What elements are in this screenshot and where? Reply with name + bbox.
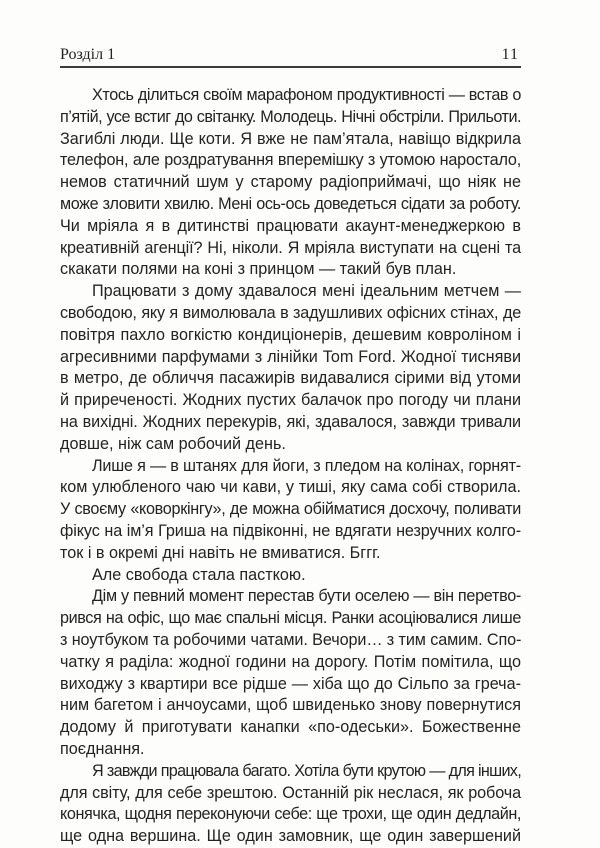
text-line: ток і в окремі дні навіть не вмиватися. Бггг. (60, 543, 381, 562)
text-line: рився на офіс, що має спальні місця. Ранки асоціювалися лише (60, 609, 521, 628)
text-line: на вихідні. Жодних перекурів, які, здавалося, завжди тривали (60, 412, 521, 431)
text-line: додому й приготувати канапки «по-одеськи». Божественне (60, 718, 521, 737)
text-line: Я завжди працювала багато. Хотіла бути крутою — для інших, (92, 761, 521, 780)
paragraph (60, 456, 521, 565)
text-line: ком улюбленого чаю чи кави, у тиші, яку сама собі створила. (60, 478, 521, 497)
text-line: й приреченості. Жодних пустих балачок про погоду чи плани (60, 391, 521, 410)
running-header (60, 46, 521, 68)
text-line: свободою, яку я вимолювала в задушливих офісних стінах, де (60, 303, 521, 322)
text-line: конячка, щодня переконуючи себе: ще трохи, ще один дедлайн, (60, 805, 521, 824)
paragraph (60, 281, 521, 455)
text-line: телефон, але роздратування вперемішку з утомою наростало, (60, 151, 521, 170)
text-line: Загиблі люди. Ще коти. Я вже не пам’ятала, навіщо відкрила (60, 129, 521, 148)
text-line: з ноутбуком та робочими чатами. Вечори… з тим самим. Спо- (60, 630, 522, 649)
text-line: немов статичний шум у старому радіоприймачі, що ніяк не (60, 173, 521, 192)
text-line: ним багетом і анчоусами, щоб швиденько знову повернутися (60, 696, 521, 715)
text-line: Чи мріяла я в дитинстві працювати акаунт-менеджеркою в (60, 216, 521, 235)
text-line: ще одна вершина. Ще один замовник, ще один завершений (60, 827, 521, 846)
text-line: скакати полями на коні з принцом — такий був план. (60, 260, 457, 279)
paragraph (60, 586, 521, 760)
text-line: для світу, для себе зрештою. Останній рік неслася, як робоча (60, 783, 521, 802)
text-line: Працювати з дому здавалося мені ідеальним метчем — (92, 282, 521, 301)
text-line: чатку я раділа: жодної години на дорогу. Потім помітила, що (60, 652, 521, 671)
text-line: Лише я — в штанях для йоги, з пледом на колінах, горнят- (92, 456, 521, 475)
paragraph (60, 565, 521, 587)
text-line: повітря пахло вогкістю кондиціонерів, дешевим ковроліном і (60, 325, 521, 344)
text-line: п’ятій, усе встиг до світанку. Молодець. Нічні обстріли. Прильоти. (60, 107, 521, 126)
text-line: виходжу з квартири все рідше — хіба що до Сільпо за греча- (60, 674, 521, 693)
text-line: Хтось ділиться своїм марафоном продуктивності — встав о (92, 86, 521, 104)
text-line: в метро, де обличчя пасажирів видавалися сірими від утоми (60, 369, 521, 388)
text-line: У своєму «коворкінгу», де можна обійматися досхочу, поливати (60, 500, 521, 519)
text-line: агресивними парфумами з лінійки Tom Ford. Жодної тисняви (60, 347, 521, 366)
text-line: може зловити хвилю. Мені ось-ось доведеться сідати за роботу. (60, 194, 521, 213)
paragraph (60, 85, 521, 281)
text-line: фікус на ім’я Гриша на підвіконні, не вдягати незручних колго- (60, 521, 521, 540)
text-line: креативній агенції? Ні, ніколи. Я мріяла виступати на сцені та (60, 238, 521, 257)
text-line: поєднання. (60, 739, 145, 758)
text-line: довше, ніж сам робочий день. (60, 434, 286, 453)
paragraph (60, 761, 521, 848)
page-number: 11 (501, 46, 519, 63)
body-text (60, 85, 521, 848)
text-line: Але свобода стала пасткою. (92, 565, 306, 584)
text-line: Дім у певний момент перестав бути оселею — він перетво- (92, 587, 521, 606)
chapter-title: Розділ 1 (60, 46, 116, 63)
